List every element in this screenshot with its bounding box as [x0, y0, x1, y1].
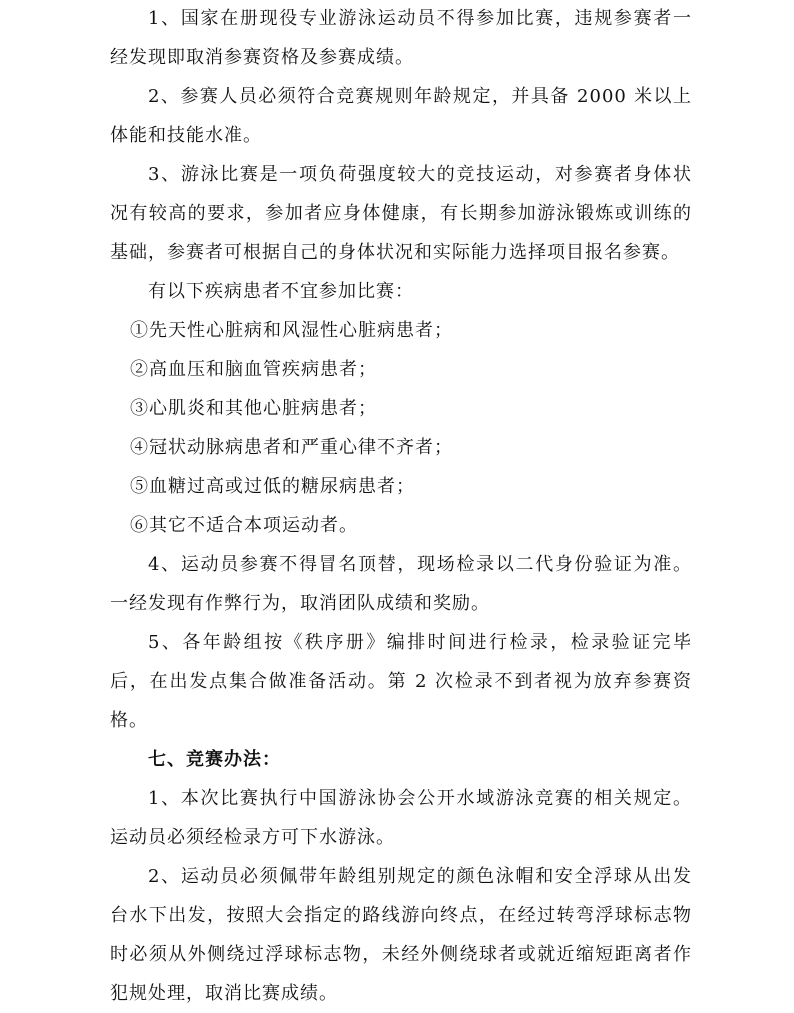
disease-intro: 有以下疾病患者不宜参加比赛：: [148, 281, 414, 302]
disease-item-2: ②高血压和脑血管疾病患者；: [130, 359, 377, 380]
disease-item-4: ④冠状动脉病患者和严重心律不齐者；: [130, 437, 453, 458]
disease-item-3: ③心肌炎和其他心脏病患者；: [130, 398, 377, 419]
competition-rule-1: 1、本次比赛执行中国游泳协会公开水域游泳竞赛的相关规定。运动员必须经检录方可下水游泳。: [110, 788, 692, 848]
disease-item-6: ⑥其它不适合本项运动者。: [130, 515, 358, 536]
rule-paragraph-2: 2、参赛人员必须符合竞赛规则年龄规定，并具备 2000 米以上体能和技能水准。: [110, 86, 692, 146]
rule-paragraph-4: 4、运动员参赛不得冒名顶替，现场检录以二代身份验证为准。一经发现有作弊行为，取消团队成绩和奖励。: [110, 554, 692, 614]
rule-paragraph-3: 3、游泳比赛是一项负荷强度较大的竞技运动，对参赛者身体状况有较高的要求，参加者应身体健康，有长期参加游泳锻炼或训练的基础，参赛者可根据自己的身体状况和实际能力选择项目报名参赛。: [110, 164, 692, 263]
disease-item-5: ⑤血糖过高或过低的糖尿病患者；: [130, 476, 415, 497]
rule-paragraph-1: 1、国家在册现役专业游泳运动员不得参加比赛，违规参赛者一经发现即取消参赛资格及参赛成绩。: [110, 8, 692, 68]
document-page: [110, 0, 692, 1013]
disease-item-1: ①先天性心脏病和风湿性心脏病患者；: [130, 320, 453, 341]
section-heading: 七、竞赛办法：: [148, 749, 281, 770]
rule-paragraph-5: 5、各年龄组按《秩序册》编排时间进行检录，检录验证完毕后，在出发点集合做准备活动。第 2 次检录不到者视为放弃参赛资格。: [110, 632, 692, 731]
disease-list: [110, 311, 692, 545]
competition-rule-2: 2、运动员必须佩带年龄组别规定的颜色泳帽和安全浮球从出发台水下出发，按照大会指定的路线游向终点，在经过转弯浮球标志物时必须从外侧绕过浮球标志物，未经外侧绕球者或就近缩短距离者作犯规处理，取消比赛成绩。: [110, 866, 692, 1004]
